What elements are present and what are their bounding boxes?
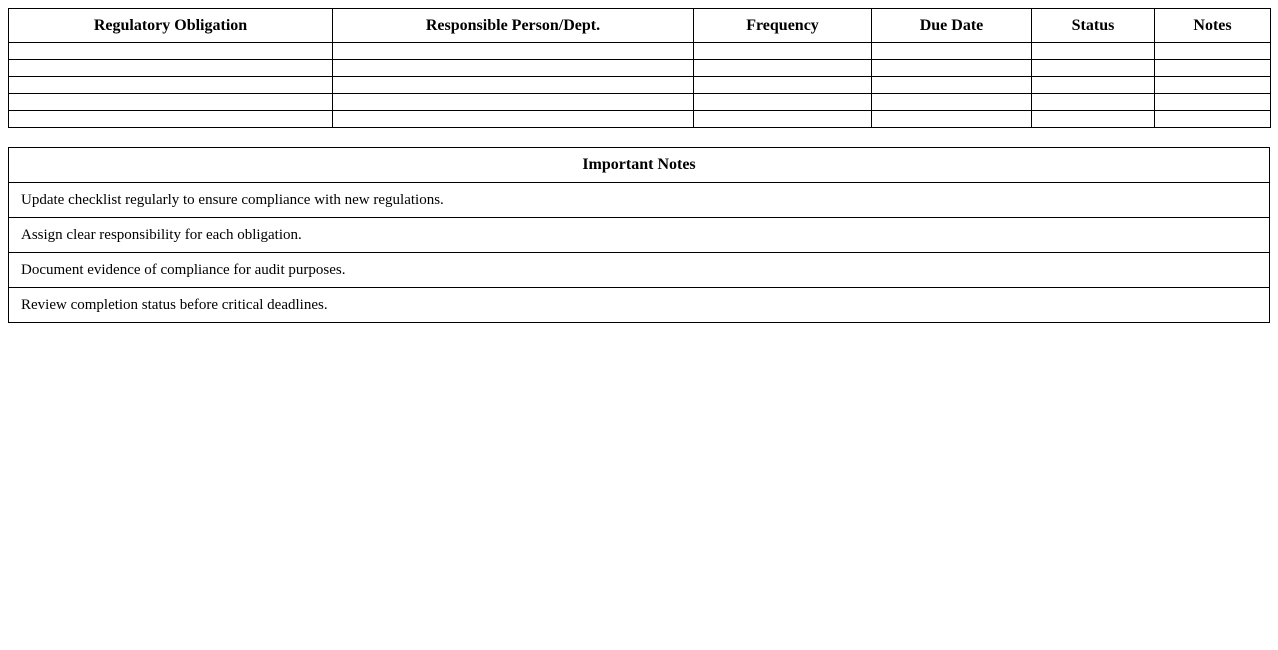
table-cell [9, 77, 333, 94]
table-cell [872, 60, 1032, 77]
list-item [9, 218, 1270, 253]
column-header-frequency: Frequency [694, 9, 872, 43]
table-cell [333, 77, 694, 94]
table-row [9, 43, 1271, 60]
table-cell [694, 111, 872, 128]
table-cell [1155, 94, 1271, 111]
important-notes-table [8, 147, 1270, 323]
table-row [9, 77, 1271, 94]
column-header-notes: Notes [1155, 9, 1271, 43]
table-cell [1032, 43, 1155, 60]
table-cell [333, 43, 694, 60]
note-text: Document evidence of compliance for audit purposes. [9, 253, 1270, 288]
list-item [9, 253, 1270, 288]
table-cell [333, 111, 694, 128]
table-cell [9, 94, 333, 111]
table-cell [9, 43, 333, 60]
table-row [9, 94, 1271, 111]
table-cell [1155, 60, 1271, 77]
table-cell [872, 111, 1032, 128]
table-cell [333, 94, 694, 111]
table-cell [872, 43, 1032, 60]
table-row [9, 111, 1271, 128]
note-text: Update checklist regularly to ensure compliance with new regulations. [9, 183, 1270, 218]
table-cell [1032, 60, 1155, 77]
table-cell [1155, 43, 1271, 60]
table-header-row [9, 9, 1271, 43]
table-cell [694, 60, 872, 77]
table-cell [872, 77, 1032, 94]
table-cell [9, 111, 333, 128]
list-item [9, 288, 1270, 323]
table-cell [9, 60, 333, 77]
note-text: Review completion status before critical deadlines. [9, 288, 1270, 323]
table-row [9, 60, 1271, 77]
important-notes-title: Important Notes [9, 148, 1270, 183]
column-header-responsible-person: Responsible Person/Dept. [333, 9, 694, 43]
table-cell [1032, 111, 1155, 128]
table-cell [694, 94, 872, 111]
table-cell [1155, 77, 1271, 94]
list-item [9, 183, 1270, 218]
compliance-checklist-table [8, 8, 1271, 128]
table-cell [333, 60, 694, 77]
notes-header-row [9, 148, 1270, 183]
column-header-status: Status [1032, 9, 1155, 43]
column-header-regulatory-obligation: Regulatory Obligation [9, 9, 333, 43]
column-header-due-date: Due Date [872, 9, 1032, 43]
table-cell [872, 94, 1032, 111]
table-cell [1155, 111, 1271, 128]
table-cell [1032, 77, 1155, 94]
note-text: Assign clear responsibility for each obligation. [9, 218, 1270, 253]
table-cell [1032, 94, 1155, 111]
table-cell [694, 43, 872, 60]
table-cell [694, 77, 872, 94]
